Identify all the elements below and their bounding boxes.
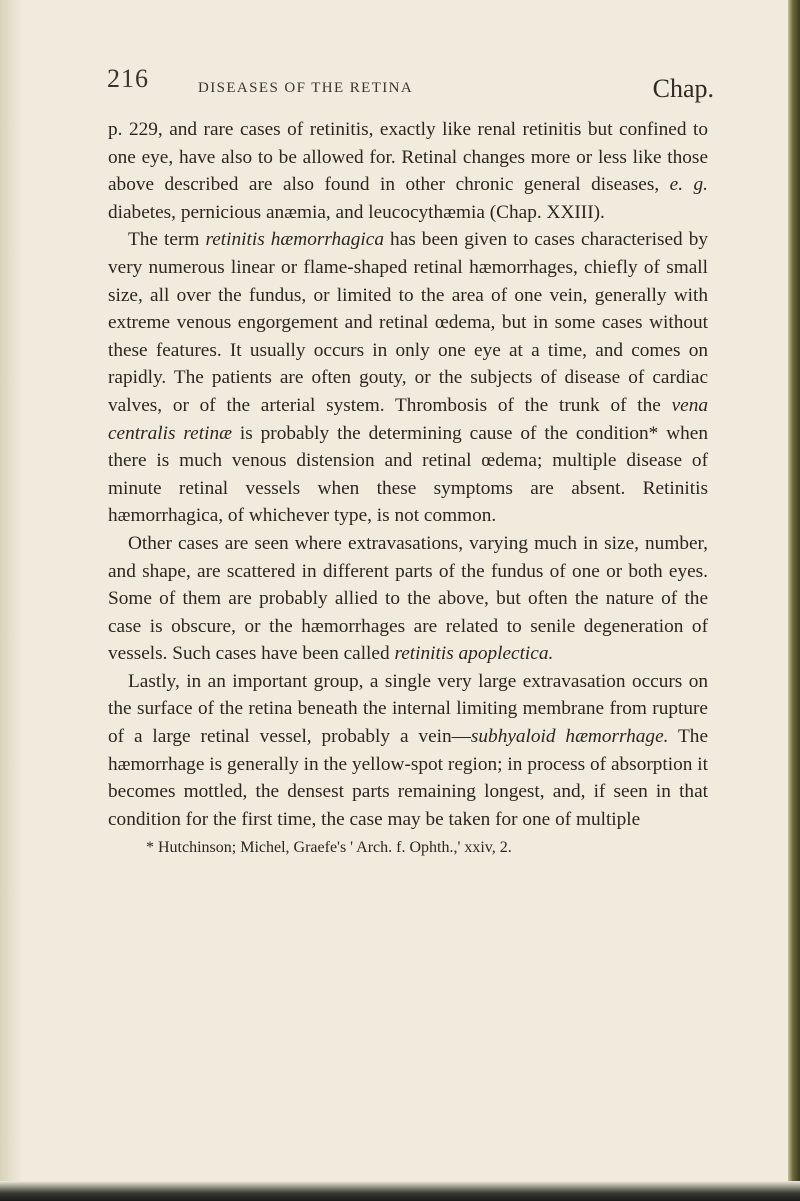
body-text	[108, 116, 708, 833]
text-segment: The hæmorrhage is generally in the yellow-spot region; in process of absorption it becomes mottled, the densest parts remaining longest, and, if seen in that condition for the first time, the case may be taken for one of multiple	[108, 726, 709, 830]
paragraph	[108, 668, 708, 834]
text-segment: Other cases are seen where extravasations, varying much in size, number, and shape, are scattered in different parts of the fundus of one or both eyes. Some of them are probably allied to the above, but often the nature of the case is obscure, or the hæmorrhages are related to senile degeneration of vessels. Such cases have been called	[108, 532, 708, 665]
italic-term: vena centralis retinæ	[108, 394, 708, 444]
text-segment: diabetes, pernicious anæmia, and leucocythæmia (Chap. XXIII).	[108, 201, 605, 223]
italic-term: e. g.	[669, 174, 708, 196]
text-segment: is probably the determining cause of the condition* when there is much venous distension and retinal œdema; multiple disease of minute retinal vessels when these symptoms are absent. Retinitis hæmorrhagica, of whichever type, is not common.	[108, 422, 708, 527]
book-spine-edge	[788, 0, 800, 1201]
text-segment: has been given to cases characterised by very numerous linear or flame-shaped retinal hæmorrhages, chiefly of small size, all over the fundus, or limited to the area of one vein, generally with extreme venous engorgement and retinal œdema, but in some cases without these features. It usually occurs in only one eye at a time, and comes on rapidly. The patients are often gouty, or the subjects of disease of cardiac valves, or of the arterial system. Thrombosis of the trunk of the	[108, 229, 709, 416]
footnote: * Hutchinson; Michel, Graefe's ' Arch. f. Ophth.,' xxiv, 2.	[146, 839, 512, 857]
text-segment: Lastly, in an important group, a single very large extravasation occurs on the surface of the retina beneath the internal limiting membrane from rupture of a large retinal vessel, probably a vein—	[108, 670, 708, 748]
text-segment: p. 229, and rare cases of retinitis, exactly like renal retinitis but confined to one eye, have also to be allowed for. Retinal changes more or less like those above described are also found in other chronic general diseases,	[108, 119, 708, 196]
running-title: DISEASES OF THE RETINA	[198, 80, 414, 96]
page-bottom-edge	[0, 1181, 800, 1201]
italic-term: retinitis apoplectica.	[394, 643, 554, 665]
italic-term: retinitis hæmorrhagica	[205, 229, 384, 251]
page-left-edge	[0, 0, 22, 1201]
paragraph	[108, 116, 708, 226]
book-page	[107, 64, 714, 859]
italic-term: subhyaloid hæmorrhage.	[470, 726, 669, 748]
paragraph	[108, 226, 708, 530]
paragraph	[108, 530, 708, 668]
running-head	[107, 64, 714, 104]
page-number: 216	[107, 64, 149, 93]
chapter-label: Chap.	[652, 74, 714, 103]
text-segment: The term	[128, 229, 206, 251]
